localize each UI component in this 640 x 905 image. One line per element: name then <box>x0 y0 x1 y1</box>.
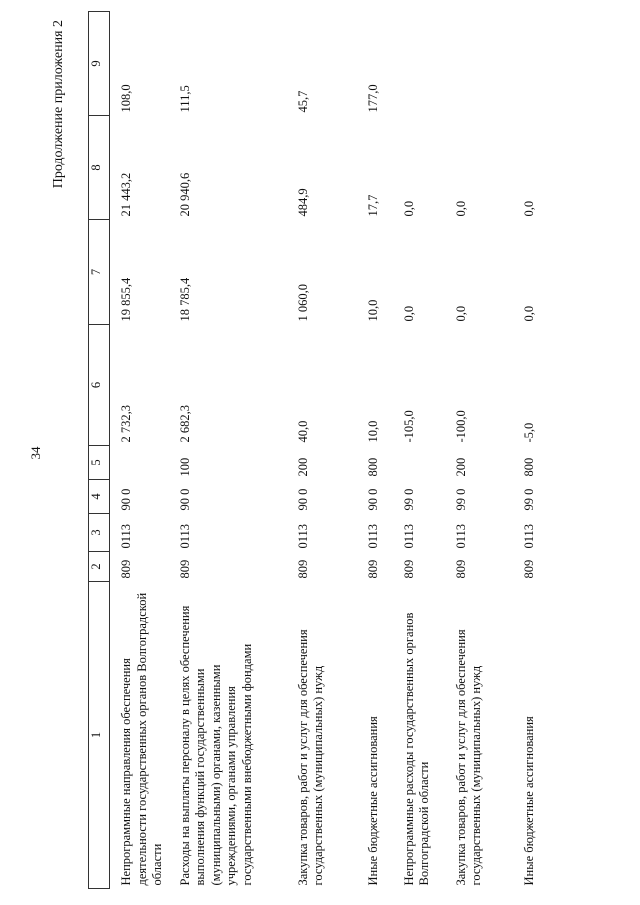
row-value <box>522 12 552 116</box>
row-name: Расходы на выплаты персоналу в целях обеспечения выполнения функций государственными (муниципальными) органами, казенными учреждениями, органами управления государственными внебюджетными фондами <box>177 605 254 886</box>
row-code: 809 <box>401 559 416 579</box>
row-value: 10,0 <box>365 299 380 322</box>
column-header: 5 <box>89 446 110 480</box>
row-value: 1 060,0 <box>295 284 310 322</box>
row-name: Иные бюджетные ассигнования <box>521 716 536 886</box>
column-header: 4 <box>89 480 110 514</box>
table-row <box>296 12 366 889</box>
table-row <box>402 12 454 889</box>
row-value: 2 732,3 <box>119 405 133 443</box>
row-code: 99 0 <box>401 488 416 511</box>
row-code: 200 <box>453 457 468 477</box>
row-value: 18 785,4 <box>177 277 192 322</box>
row-code: 0113 <box>453 523 468 549</box>
row-code: 0113 <box>365 523 380 549</box>
row-value: 21 443,2 <box>119 172 133 217</box>
column-header: 9 <box>89 12 110 116</box>
row-value: 10,0 <box>365 420 380 443</box>
row-code: 809 <box>177 559 192 579</box>
row-code: 0113 <box>295 523 310 549</box>
row-code: 99 0 <box>453 488 468 511</box>
row-value: 0,0 <box>401 305 416 322</box>
table-row <box>110 12 178 889</box>
row-value: 45,7 <box>295 90 310 113</box>
column-header: 7 <box>89 220 110 325</box>
row-code: 99 0 <box>521 488 536 511</box>
row-code: 0113 <box>177 523 192 549</box>
column-header: 8 <box>89 116 110 220</box>
row-code: 809 <box>365 559 380 579</box>
row-code: 90 0 <box>295 488 310 511</box>
column-number-row <box>89 12 110 889</box>
row-value: -105,0 <box>401 410 416 443</box>
row-code: 0113 <box>401 523 416 549</box>
row-code: 0113 <box>521 523 536 549</box>
row-value: 177,0 <box>365 84 380 113</box>
row-code: 800 <box>521 457 536 477</box>
row-code: 0113 <box>119 523 133 549</box>
table-row <box>522 12 552 889</box>
row-value: -100,0 <box>453 410 468 443</box>
row-code <box>402 446 454 480</box>
row-value: 40,0 <box>295 420 310 443</box>
row-code: 90 0 <box>119 488 133 511</box>
row-value: 0,0 <box>521 305 536 322</box>
row-code: 809 <box>119 559 133 579</box>
row-code: 809 <box>521 559 536 579</box>
column-header: 1 <box>89 582 110 889</box>
table-row <box>366 12 402 889</box>
column-header: 2 <box>89 552 110 582</box>
row-code: 809 <box>453 559 468 579</box>
row-value: 19 855,4 <box>119 277 133 322</box>
row-code: 200 <box>295 457 310 477</box>
column-header: 3 <box>89 514 110 552</box>
row-value: 17,7 <box>365 194 380 217</box>
row-value: 0,0 <box>521 200 536 217</box>
column-header: 6 <box>89 325 110 446</box>
table-row <box>178 12 296 889</box>
table-row <box>454 12 522 889</box>
row-value: 0,0 <box>453 305 468 322</box>
row-name: Иные бюджетные ассигнования <box>365 716 380 886</box>
row-value: 484,9 <box>295 188 310 217</box>
row-value: 20 940,6 <box>177 172 192 217</box>
continuation-caption: Продолжение приложения 2 <box>51 20 66 189</box>
row-code: 90 0 <box>177 488 192 511</box>
row-value <box>402 12 454 116</box>
row-name: Непрограммные расходы государственных органов Волгоградской области <box>401 612 432 886</box>
row-code: 809 <box>295 559 310 579</box>
row-name: Закупка товаров, работ и услуг для обеспечения государственных (муниципальных) нужд <box>295 629 326 886</box>
row-value: 108,0 <box>119 84 133 113</box>
row-value: 0,0 <box>453 200 468 217</box>
row-code: 800 <box>365 457 380 477</box>
budget-table <box>88 11 552 889</box>
row-name: Непрограммные направления обеспечения деятельности государственных органов Волгоградской области <box>119 592 165 886</box>
row-value: 111,5 <box>177 85 192 113</box>
row-value: 2 682,3 <box>177 405 192 443</box>
row-code: 100 <box>177 457 192 477</box>
row-code: 90 0 <box>365 488 380 511</box>
row-value: 0,0 <box>401 200 416 217</box>
row-value <box>454 12 522 116</box>
row-value: -5,0 <box>521 422 536 443</box>
row-name: Закупка товаров, работ и услуг для обеспечения государственных (муниципальных) нужд <box>453 629 484 886</box>
row-code <box>110 446 178 480</box>
page-number: 34 <box>28 446 43 460</box>
